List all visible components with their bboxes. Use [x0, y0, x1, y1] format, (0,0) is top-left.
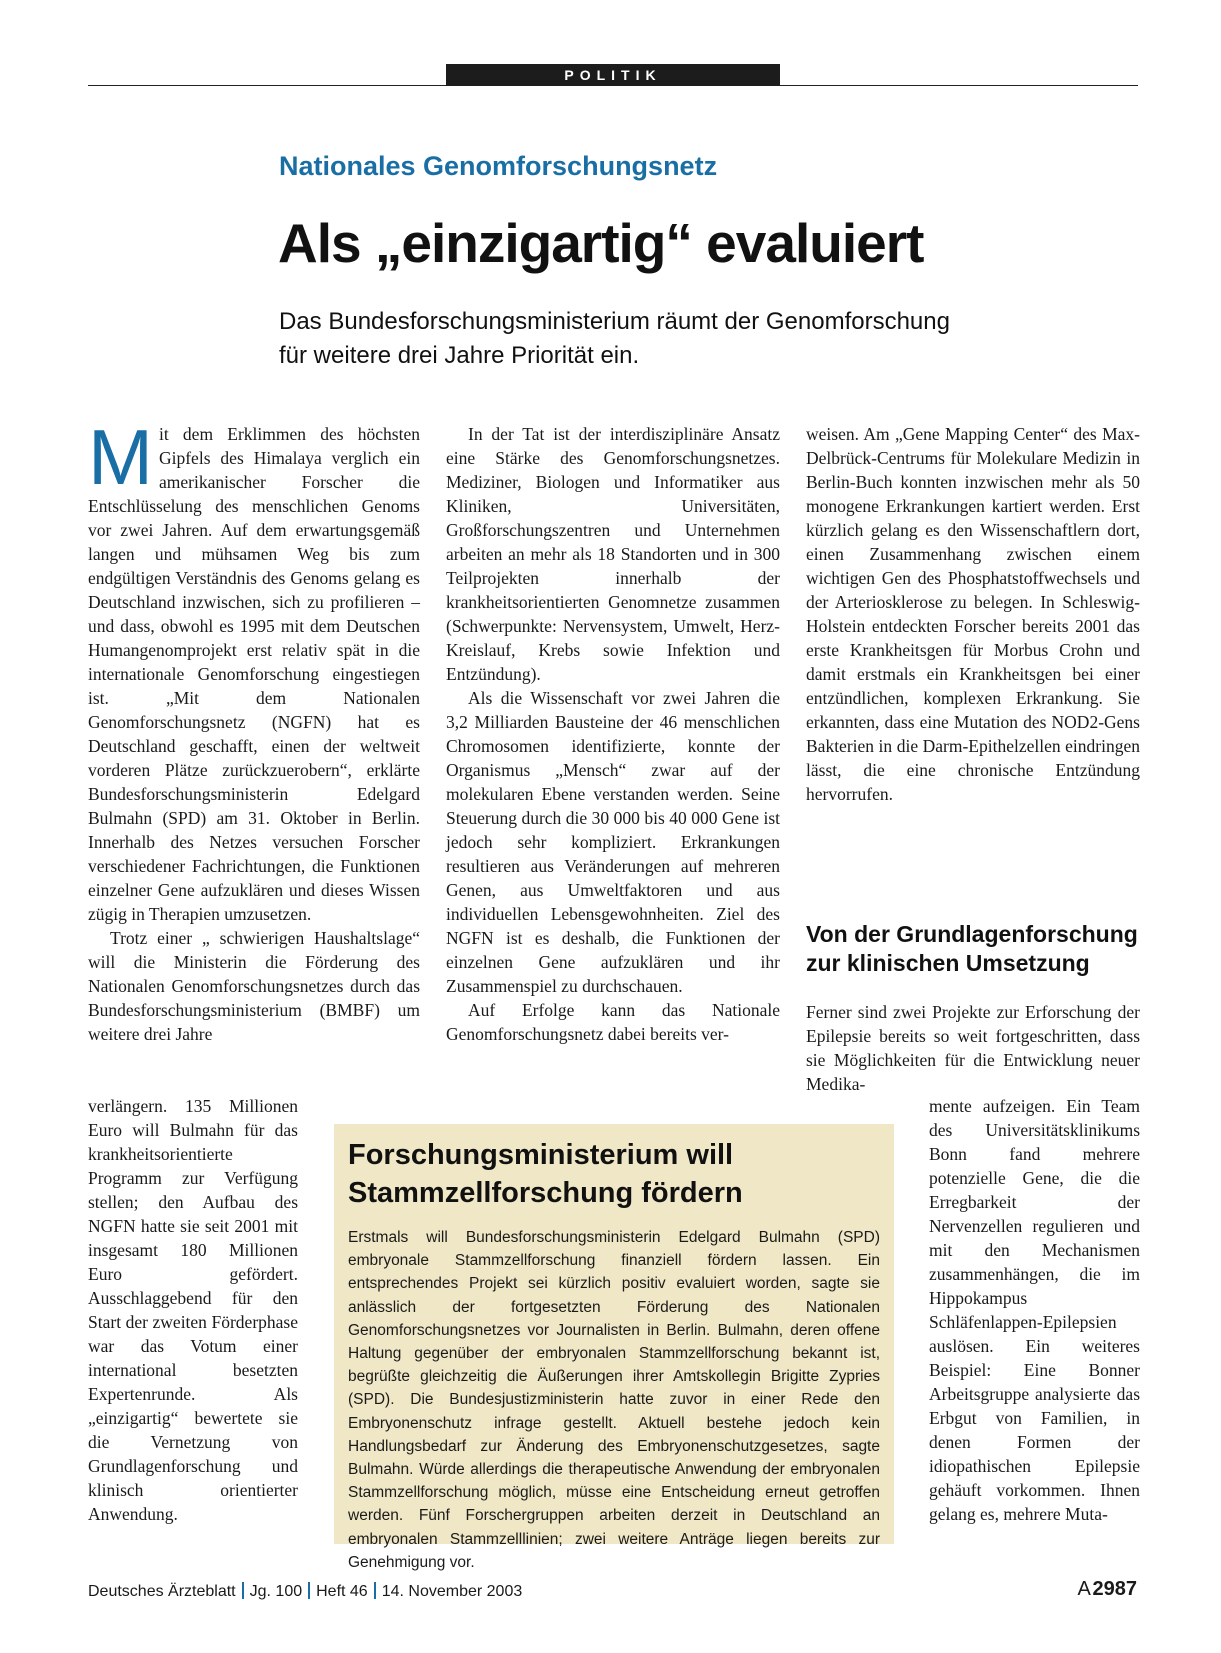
column-1-continued: [88, 1094, 298, 1526]
article-kicker: Nationales Genomforschungsnetz: [279, 151, 718, 181]
sidebar-box: [334, 1124, 894, 1571]
paragraph: weisen. Am „Gene Mapping Center“ des Max-Delbrück-Centrums für Molekulare Medizin in Berlin-Buch konnten inzwischen mehr als 50 monogene Erkrankungen kartiert werden. Erst kürzlich gelang es den Wissenschaftlern dort, einen Zusammenhang zwischen einem wichtigen Gen des Phosphatstoffwechsels und der Arteriosklerose zu belegen. In Schleswig-Holstein entdeckten Forscher bereits 2001 das erste Krankheitsgen für Morbus Crohn und damit erstmals ein Krankheitsgen bei einer entzündlichen, komplexen Erkrankung. Sie erkannten, dass eine Mutation des NOD2-Gens Bakterien in die Darm-Epithelzellen eindringen lässt, die eine chronische Entzündung hervorrufen.: [806, 424, 1140, 804]
page-prefix: A: [1077, 1578, 1091, 1600]
paragraph: verlängern. 135 Millionen Euro will Bulmahn für das krankheitsorientierte Programm zur Verfügung stellen; den Aufbau des NGFN hatte sie seit 2001 mit insgesamt 180 Millionen Euro gefördert. Ausschlaggebend für den Start der zweiten Förderphase war das Votum einer international besetzten Expertenrunde. Als „einzigartig“ bewertete sie die Vernetzung von Grundlagenforschung und klinisch orientierter Anwendung.: [88, 1096, 298, 1524]
paragraph: it dem Erklimmen des höchsten Gipfels des Himalaya verglich ein amerikanischer Forscher die Entschlüsselung des menschlichen Genoms vor zwei Jahren. Auf dem erwartungsgemäß langen und mühsamen Weg bis zum endgültigen Verständnis des Genoms gelang es Deutschland inzwischen, sich zu profilieren – und dass, obwohl es 1995 mit dem Deutschen Humangenomprojekt erst relativ spät in die internationale Genomforschung eingestiegen ist. „Mit dem Nationalen Genomforschungsnetz (NGFN) hat es Deutschland geschafft, einen der weltweit vorderen Plätze zurückzuerobern“, erklärte Bundesforschungsministerin Edelgard Bulmahn (SPD) am 31. Oktober in Berlin. Innerhalb des Netzes versuchen Forscher verschiedener Fachrichtungen, die Funktionen einzelner Gene aufzuklären und dieses Wissen zügig in Therapien umzusetzen.: [88, 424, 420, 924]
box-text: Erstmals will Bundesforschungsministerin Edelgard Bulmahn (SPD) embryonale Stammzellforschung finanziell fördern lassen. Ein entsprechendes Projekt sei kürzlich positiv evaluiert worden, sagte sie anlässlich der fortgesetzten Förderung des Nationalen Genomforschungsnetzes vor Journalisten in Berlin. Bulmahn, deren offene Haltung gegenüber der embryonalen Stammzellforschung bekannt ist, begrüßte gleichzeitig die Äußerungen ihrer Amtskollegin Brigitte Zypries (SPD). Die Bundesjustizministerin hatte zuvor in einer Rede den Embryonenschutz infrage gestellt. Aktuell bestehe jedoch kein Handlungsbedarf zur Änderung des Embryonenschutzgesetzes, sagte Bulmahn. Würde allerdings die therapeutische Anwendung der embryonalen Stammzellforschung möglich, müsse eine Entscheidung erneut getroffen werden. Fünf Forschergruppen arbeiten derzeit in Deutschland an embryonalen Stammzelllinien; zwei weitere Anträge liegen bereits zur Genehmigung vor.: [348, 1229, 880, 1571]
paragraph: Als die Wissenschaft vor zwei Jahren die 3,2 Milliarden Bausteine der 46 menschlichen Chromosomen identifizierte, konnte der Organismus „Mensch“ zwar auf der molekularen Ebene verstanden werden. Seine Steuerung durch die 30 000 bis 40 000 Gene ist jedoch sehr kompliziert. Erkrankungen resultieren aus Veränderungen auf mehreren Genen, aus Umweltfaktoren und aus individuellen Lebensgewohnheiten. Ziel des NGFN ist es deshalb, die Funktionen der einzelnen Gene aufzuklären und ihr Zusammenspiel zu durchschauen.: [446, 688, 780, 996]
paragraph: In der Tat ist der interdisziplinäre Ansatz eine Stärke des Genomforschungsnetzes. Mediziner, Biologen und Informatiker aus Kliniken, Universitäten, Großforschungszentren und Unternehmen arbeiten an mehr als 18 Standorten und in 300 Teilprojekten innerhalb der krankheitsorientierten Genomnetze zusammen (Schwerpunkte: Nervensystem, Umwelt, Herz-Kreislauf, Krebs sowie Infektion und Entzündung).: [446, 424, 780, 684]
column-3-continued: [806, 1000, 1140, 1096]
box-title: Forschungsministerium will Stammzellforschung fördern: [348, 1139, 743, 1209]
page-value: 2987: [1092, 1578, 1137, 1600]
article-subtitle: Das Bundesforschungsministerium räumt der Genomforschung für weitere drei Jahre Priorität ein.: [279, 308, 950, 369]
footer-separator: [242, 1582, 244, 1599]
page-footer: [88, 1582, 522, 1601]
article-headline: Als „einzigartig“ evaluiert: [278, 212, 924, 274]
issue: Heft 46: [316, 1583, 368, 1600]
paragraph: Auf Erfolge kann das Nationale Genomforschungsnetz dabei bereits ver-: [446, 1000, 780, 1044]
column-3: [806, 422, 1140, 806]
page-number: [1077, 1578, 1137, 1601]
section-subheading: Von der Grundlagenforschung zur klinischen Umsetzung: [806, 921, 1138, 976]
paragraph: Trotz einer „ schwierigen Haushaltslage“ will die Ministerin die Förderung des Nationalen Genomforschungsnetzes durch das Bundesforschungsministerium (BMBF) um weitere drei Jahre: [88, 928, 420, 1044]
issue-date: 14. November 2003: [381, 1583, 523, 1600]
journal-name: Deutsches Ärzteblatt: [88, 1583, 236, 1600]
footer-separator: [308, 1582, 310, 1599]
column-1: [88, 413, 420, 1046]
paragraph: Ferner sind zwei Projekte zur Erforschung der Epilepsie bereits so weit fortgeschritten, dass sie Möglichkeiten für die Entwicklung neuer Medika-: [806, 1002, 1140, 1094]
volume: Jg. 100: [249, 1583, 303, 1600]
section-label: POLITIK: [446, 64, 780, 86]
paragraph: mente aufzeigen. Ein Team des Universitätsklinikums Bonn fand mehrere potenzielle Gene, die die Erregbarkeit der Nervenzellen regulieren und mit den Mechanismen zusammenhängen, die im Hippokampus Schläfenlappen-Epilepsien auslösen. Ein weiteres Beispiel: Eine Bonner Arbeitsgruppe analysierte das Erbgut von Familien, in denen Formen der idiopathischen Epilepsie gehäuft vorkommen. Ihnen gelang es, mehrere Muta-: [929, 1096, 1140, 1524]
column-2: [446, 422, 780, 1046]
footer-separator: [374, 1582, 376, 1599]
column-3-wrap: [929, 1094, 1140, 1526]
dropcap: M: [88, 413, 153, 501]
